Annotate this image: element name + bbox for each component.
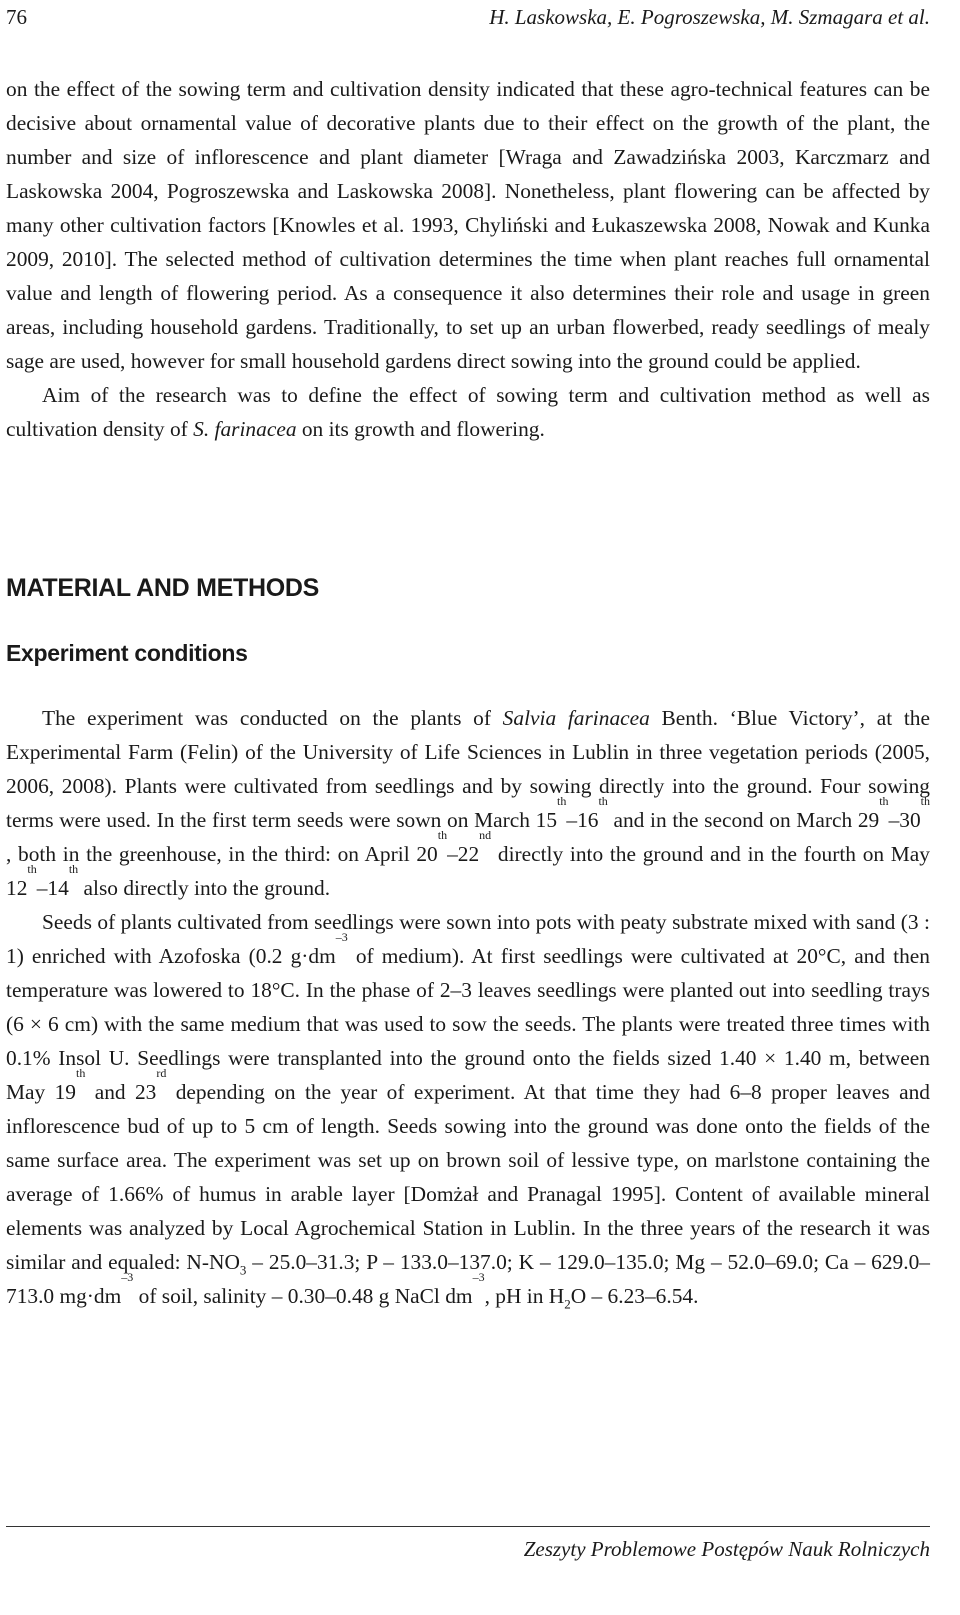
- page-number: 76: [6, 5, 27, 29]
- introduction-text: [6, 72, 930, 446]
- methods-paragraph-2: Seeds of plants cultivated from seedlings were sown into pots with peaty substrate mixed with sand (3 : 1) enriched with Azofoska (0.2 $g\cdot dm^{-3}$ of medium). At first seedlings were cultivated at 20°C, and then temperature was lowered to 18°C. In the phase of 2–3 leaves seedlings were planted out into seedling trays (6 × 6 cm) with the same medium that was used to sow the seeds. The plants were treated three times with 0.1% Insol U. Seedlings were transplanted into the ground onto the fields sized 1.40 × 1.40 m, between May 19th and 23rd depending on the year of experiment. At that time they had 6–8 proper leaves and inflorescence bud of up to 5 cm of length. Seeds sowing into the ground was done onto the fields of the same surface area. The experiment was set up on brown soil of lessive type, on marlstone containing the average of 1.66% of humus in arable layer [Domżał and Pranagal 1995]. Content of available mineral elements was analyzed by Local Agrochemical Station in Lublin. In the three years of the research it was similar and equaled: $N-NO_3 - 25.0-31.3$; P – 133.0–137.0; K – 129.0–135.0; Mg – 52.0–69.0; Ca – 629.0–713.0 $mg\cdot dm^{-3}$ of soil, salinity – 0.30–0.48 g NaCl $dm^{-3}$, pH in $H_2O - 6.23-6.54$.: [6, 910, 931, 1312]
- methods-text: [6, 701, 930, 1313]
- intro-paragraph-1: on the effect of the sowing term and cultivation density indicated that these agro-technical features can be decisive about ornamental value of decorative plants due to their effect on the growth of the plant, the number and size of inflorescence and plant diameter [Wraga and Zawadzińska 2003, Karczmarz and Laskowska 2004, Pogroszewska and Laskowska 2008]. Nonetheless, plant flowering can be affected by many other cultivation factors [Knowles et al. 1993, Chyliński and Łukaszewska 2008, Nowak and Kunka 2009, 2010]. The selected method of cultivation determines the time when plant reaches full ornamental value and length of flowering period. As a consequence it also determines their role and usage in green areas, including household gardens. Traditionally, to set up an urban flowerbed, ready seedlings of mealy sage are used, however for small household gardens direct sowing into the ground could be applied.: [6, 77, 930, 373]
- intro-paragraph-aim: Aim of the research was to define the effect of sowing term and cultivation method as well as cultivation density of S. farinacea on its growth and flowering.: [6, 383, 930, 441]
- running-header-authors: H. Laskowska, E. Pogroszewska, M. Szmagara et al.: [489, 5, 930, 29]
- methods-paragraph-1: The experiment was conducted on the plants of Salvia farinacea Benth. ‘Blue Victory’, at the Experimental Farm (Felin) of the University of Life Sciences in Lublin in three vegetation periods (2005, 2006, 2008). Plants were cultivated from seedlings and by sowing directly into the ground. Four sowing terms were used. In the first term seeds were sown on March 15th–16th and in the second on March 29th–30th , both in the greenhouse, in the third: on April 20th–22nd directly into the ground and in the fourth on May 12th–14th also directly into the ground.: [6, 706, 931, 900]
- running-header: [6, 2, 930, 32]
- species-name: S. farinacea: [193, 417, 297, 441]
- section-heading-material-methods: MATERIAL AND METHODS: [6, 574, 319, 602]
- subsection-heading-experiment-conditions: Experiment conditions: [6, 640, 248, 666]
- journal-title-footer: Zeszyty Problemowe Postępów Nauk Rolniczych: [523, 1537, 930, 1561]
- species-name: Salvia farinacea: [502, 706, 650, 730]
- footer-divider: [6, 1526, 930, 1527]
